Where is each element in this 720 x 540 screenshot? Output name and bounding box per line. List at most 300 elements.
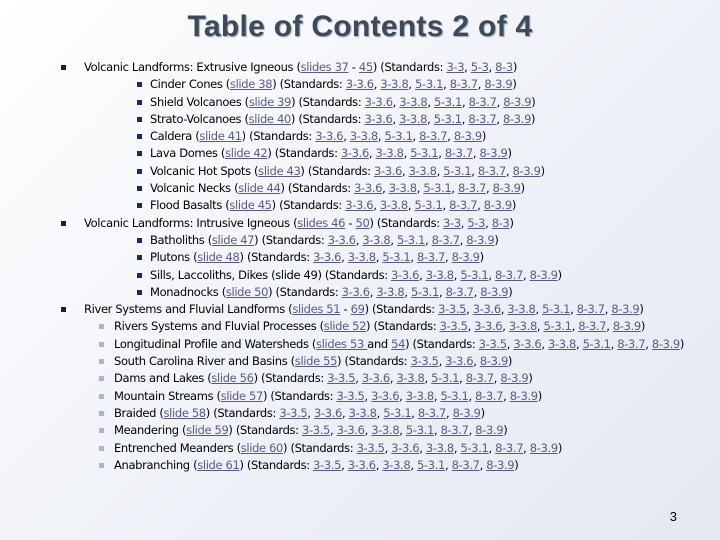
toc-link[interactable]: slide 47 <box>211 232 255 247</box>
toc-link[interactable]: 3-3.8 <box>425 267 454 282</box>
toc-text: ) <box>540 163 545 178</box>
toc-entry-text <box>84 215 514 232</box>
toc-entry-text <box>150 145 512 162</box>
toc-text: ) (Standards: <box>372 60 447 74</box>
toc-entry-text <box>150 76 516 93</box>
toc-text: ) <box>639 302 644 317</box>
toc-link[interactable]: 8-3.7 <box>576 302 605 317</box>
toc-text: Strato-Volcanoes ( <box>150 111 249 126</box>
toc-link[interactable]: 8-3.9 <box>484 77 513 92</box>
toc-link[interactable]: 3-3.6 <box>364 94 393 109</box>
toc-text: Flood Basalts ( <box>150 198 230 213</box>
toc-link[interactable]: 5-3.1 <box>460 440 489 455</box>
toc-link[interactable]: 3-3.6 <box>374 163 403 178</box>
toc-link[interactable]: 5-3.1 <box>384 129 413 144</box>
toc-text: Longitudinal Profile and Watersheds ( <box>114 336 317 351</box>
toc-entry-text <box>114 422 507 439</box>
toc-item <box>0 76 720 93</box>
toc-link[interactable]: 3-3.8 <box>508 319 537 334</box>
toc-link[interactable]: 8-3.9 <box>479 146 508 161</box>
toc-text: , <box>375 250 383 265</box>
toc-link[interactable]: 3-3.6 <box>354 181 383 196</box>
toc-link[interactable]: 8-3.9 <box>529 440 558 455</box>
toc-link[interactable]: 69 <box>350 302 365 317</box>
toc-text: , <box>505 163 513 178</box>
toc-text: , <box>464 60 471 74</box>
toc-link[interactable]: 3-3.8 <box>399 94 428 109</box>
toc-link[interactable]: 5-3.1 <box>433 94 462 109</box>
toc-link[interactable]: 5-3.1 <box>382 250 411 265</box>
toc-link[interactable]: 8-3.7 <box>477 163 506 178</box>
toc-link[interactable]: 5-3.1 <box>410 146 439 161</box>
toc-link[interactable]: 8-3.7 <box>419 129 448 144</box>
toc-entry-text <box>150 180 525 197</box>
toc-text: ) (Standards: <box>291 94 365 109</box>
toc-link[interactable]: 8-3.9 <box>486 457 515 472</box>
toc-item <box>0 128 720 145</box>
toc-entry-text <box>114 353 512 370</box>
toc-text: , <box>610 336 618 351</box>
toc-link[interactable]: 3-3.8 <box>405 388 434 403</box>
toc-link[interactable]: 5-3.1 <box>542 302 571 317</box>
toc-link[interactable]: 3-3.8 <box>362 232 391 247</box>
toc-text: , <box>425 232 432 247</box>
toc-text: , <box>343 129 350 144</box>
bullet-icon <box>137 117 142 122</box>
toc-text: River Systems and Fluvial Landforms ( <box>84 302 293 317</box>
toc-link[interactable]: 3-3.8 <box>408 163 437 178</box>
toc-link[interactable]: 8-3.7 <box>445 284 474 299</box>
toc-text: , <box>369 284 377 299</box>
toc-link[interactable]: 5-3 <box>470 60 489 74</box>
toc-link[interactable]: 3-3.8 <box>388 181 417 196</box>
toc-text: ) (Standards: <box>290 111 365 126</box>
toc-text: , <box>485 215 492 230</box>
toc-item <box>0 353 720 370</box>
toc-text: Volcanic Landforms: Intrusive Igneous ( <box>84 215 298 230</box>
toc-link[interactable]: 8-3.7 <box>451 457 480 472</box>
toc-item <box>0 370 720 387</box>
toc-text: , <box>496 94 504 109</box>
toc-text: , <box>453 267 461 282</box>
toc-item <box>0 405 720 422</box>
toc-link[interactable]: 3-3.8 <box>348 405 377 420</box>
toc-link[interactable]: 54 <box>391 336 406 351</box>
toc-text: , <box>479 457 487 472</box>
toc-text: ) (Standards: <box>280 181 355 196</box>
toc-text: , <box>500 302 508 317</box>
toc-link[interactable]: slide 41 <box>199 129 242 144</box>
toc-text: Cinder Cones ( <box>150 77 230 92</box>
bullet-icon <box>99 411 104 416</box>
toc-text: , <box>403 146 411 161</box>
toc-link[interactable]: slide 44 <box>238 181 281 196</box>
toc-text: ) <box>508 284 513 299</box>
toc-link[interactable]: 3-3.6 <box>371 388 400 403</box>
toc-link[interactable]: 8-3.9 <box>529 267 558 282</box>
toc-link[interactable]: 8-3.9 <box>503 111 532 126</box>
toc-text: ) <box>640 319 645 334</box>
toc-link[interactable]: 8-3.9 <box>453 129 482 144</box>
toc-link[interactable]: 3-3.6 <box>364 111 393 126</box>
toc-link[interactable]: 8-3.9 <box>479 354 508 369</box>
toc-text: , <box>575 336 583 351</box>
toc-link[interactable]: 3-3.5 <box>313 457 342 472</box>
toc-link[interactable]: 8-3.7 <box>494 267 523 282</box>
toc-item <box>0 163 720 180</box>
toc-link[interactable]: 8-3.9 <box>452 405 481 420</box>
toc-link[interactable]: 3-3.6 <box>513 336 542 351</box>
toc-link[interactable]: 8-3.9 <box>512 163 541 178</box>
toc-link[interactable]: 3-3.5 <box>356 440 385 455</box>
toc-link[interactable]: 3-3.8 <box>349 129 378 144</box>
toc-link[interactable]: slide 52 <box>323 319 367 334</box>
toc-link[interactable]: 8-3.7 <box>449 198 478 213</box>
toc-text: , <box>468 423 476 438</box>
toc-text: - <box>340 302 351 317</box>
toc-item <box>0 336 720 353</box>
bullet-icon <box>137 82 142 87</box>
toc-text: , <box>382 181 389 196</box>
toc-link[interactable]: slide 56 <box>211 371 254 386</box>
toc-text: , <box>506 336 514 351</box>
toc-link[interactable]: 8-3.7 <box>578 319 607 334</box>
toc-item <box>0 249 720 266</box>
toc-link[interactable]: 3-3.8 <box>379 198 408 213</box>
toc-text: Entrenched Meanders ( <box>114 440 241 455</box>
toc-link[interactable]: 8-3.7 <box>495 440 524 455</box>
toc-entry-text <box>150 163 545 180</box>
toc-link[interactable]: 8-3.7 <box>449 77 478 92</box>
toc-item <box>0 422 720 439</box>
toc-entry-text <box>150 197 516 214</box>
toc-link[interactable]: 8-3.7 <box>417 405 446 420</box>
toc-link[interactable]: slide 42 <box>225 146 268 161</box>
bullet-icon <box>61 65 66 70</box>
toc-text: ) (Standards: <box>267 146 341 161</box>
toc-link[interactable]: slide 55 <box>294 354 338 369</box>
toc-text: , <box>433 423 441 438</box>
toc-link[interactable]: 3-3.6 <box>445 354 474 369</box>
toc-link[interactable]: slides 46 <box>297 215 346 230</box>
toc-text: , <box>341 457 348 472</box>
toc-link[interactable]: 8-3.7 <box>457 181 486 196</box>
toc-text: Caldera ( <box>150 129 200 144</box>
toc-link[interactable]: 8-3.9 <box>492 181 521 196</box>
toc-link[interactable]: 3-3.8 <box>547 336 576 351</box>
toc-text: ) <box>557 267 562 282</box>
toc-text: , <box>571 319 579 334</box>
toc-link[interactable]: 3-3.8 <box>375 146 404 161</box>
toc-link[interactable]: 8-3.7 <box>444 146 473 161</box>
toc-link[interactable]: 5-3.1 <box>443 163 472 178</box>
bullet-icon <box>137 100 142 105</box>
toc-item <box>0 318 720 335</box>
toc-text: , <box>410 250 417 265</box>
toc-link[interactable]: 3-3.8 <box>396 371 425 386</box>
toc-link[interactable]: 8-3.9 <box>483 198 512 213</box>
toc-link[interactable]: 5-3.1 <box>414 198 443 213</box>
bullet-icon <box>99 324 104 329</box>
toc-link[interactable]: 8-3 <box>491 215 510 230</box>
toc-link[interactable]: 5-3.1 <box>410 284 439 299</box>
toc-text: , <box>447 129 454 144</box>
toc-text: ) <box>514 457 519 472</box>
toc-link[interactable]: 8-3.9 <box>466 232 495 247</box>
toc-link[interactable]: slide 59 <box>186 423 229 438</box>
bullet-icon <box>99 428 104 433</box>
toc-section <box>0 301 720 318</box>
toc-link[interactable]: slide 58 <box>163 405 206 420</box>
toc-link[interactable]: 3-3.6 <box>391 267 420 282</box>
toc-text: , <box>453 440 461 455</box>
toc-text: , <box>488 60 496 74</box>
toc-entry-text <box>114 405 485 422</box>
toc-link[interactable]: slide 45 <box>229 198 272 213</box>
toc-text: , <box>399 388 406 403</box>
toc-link[interactable]: 5-3.1 <box>405 423 434 438</box>
toc-text: ) <box>512 60 518 74</box>
toc-link[interactable]: 3-3.8 <box>425 440 454 455</box>
toc-text: , <box>444 457 452 472</box>
toc-text: ) <box>503 423 508 438</box>
toc-entry-text <box>84 301 644 318</box>
toc-link[interactable]: 8-3.9 <box>480 284 509 299</box>
toc-text: , <box>472 146 480 161</box>
toc-text: ) (Standards: <box>283 440 357 455</box>
toc-entry-text <box>114 370 533 387</box>
toc-text: ) (Standards: <box>239 457 314 472</box>
toc-link[interactable]: 3-3.5 <box>439 319 468 334</box>
toc-entry-text <box>84 59 517 76</box>
toc-text: , <box>419 267 426 282</box>
bullet-icon <box>137 169 142 174</box>
toc-link[interactable]: 8-3.7 <box>475 388 504 403</box>
toc-text: , <box>443 77 450 92</box>
toc-text: ) (Standards: <box>369 215 444 230</box>
toc-link[interactable]: 3-3.8 <box>380 77 409 92</box>
toc-link[interactable]: 5-3.1 <box>543 319 572 334</box>
bullet-icon <box>99 342 104 347</box>
toc-link[interactable]: 3-3.8 <box>382 457 411 472</box>
toc-link[interactable]: 5-3.1 <box>582 336 611 351</box>
toc-link[interactable]: 5-3.1 <box>431 371 460 386</box>
toc-text: ) (Standards: <box>254 232 328 247</box>
toc-text: , <box>438 354 446 369</box>
toc-link[interactable]: 5-3.1 <box>433 111 462 126</box>
toc-link[interactable]: 8-3.9 <box>451 250 480 265</box>
toc-link[interactable]: 3-3.6 <box>336 423 365 438</box>
toc-text: , <box>364 388 372 403</box>
toc-link[interactable]: slides 51 <box>292 302 341 317</box>
toc-entry-text <box>150 94 535 111</box>
toc-link[interactable]: 8-3.9 <box>475 423 504 438</box>
toc-text: ) <box>679 336 685 351</box>
toc-link[interactable]: 5-3.1 <box>416 457 445 472</box>
toc-link[interactable]: 5-3.1 <box>460 267 489 282</box>
toc-link[interactable]: 8-3.7 <box>465 371 494 386</box>
toc-link[interactable]: 5-3 <box>467 215 486 230</box>
toc-text: , <box>392 111 400 126</box>
toc-link[interactable]: 3-3.6 <box>474 319 503 334</box>
toc-link[interactable]: 3-3.6 <box>341 284 370 299</box>
toc-link[interactable]: 3-3.5 <box>478 336 507 351</box>
toc-text: , <box>392 94 400 109</box>
toc-link[interactable]: 3-3.5 <box>438 302 467 317</box>
toc-text: , <box>488 440 496 455</box>
toc-text: , <box>408 77 416 92</box>
bullet-icon <box>61 221 66 226</box>
toc-link[interactable]: 8-3.9 <box>500 371 529 386</box>
toc-link[interactable]: slide 38 <box>229 77 273 92</box>
toc-text: Rivers Systems and Fluvial Processes ( <box>114 319 324 334</box>
toc-link[interactable]: 5-3.1 <box>383 405 412 420</box>
toc-link[interactable]: 3-3.5 <box>336 388 365 403</box>
toc-text: Batholiths ( <box>150 232 212 247</box>
toc-text: , <box>368 146 376 161</box>
toc-text: , <box>390 232 398 247</box>
toc-link[interactable]: 8-3.7 <box>417 250 446 265</box>
toc-text: , <box>377 129 385 144</box>
toc-link[interactable]: 50 <box>355 215 370 230</box>
toc-link[interactable]: 3-3.6 <box>313 250 342 265</box>
toc-text: - <box>348 60 359 74</box>
toc-section <box>0 59 720 76</box>
toc-item <box>0 94 720 111</box>
toc-link[interactable]: 3-3.6 <box>345 198 374 213</box>
toc-link[interactable]: 3-3 <box>443 215 461 230</box>
toc-text: , <box>536 319 544 334</box>
toc-text: , <box>604 302 612 317</box>
toc-text: , <box>461 94 469 109</box>
toc-text: , <box>373 77 381 92</box>
toc-text: , <box>486 181 493 196</box>
toc-link[interactable]: 3-3.5 <box>410 354 439 369</box>
toc-text: , <box>411 405 418 420</box>
toc-text: , <box>410 457 417 472</box>
toc-entry-text <box>114 457 518 474</box>
toc-item <box>0 284 720 301</box>
toc-text: ) (Standards: <box>364 302 439 317</box>
toc-link[interactable]: 8-3.7 <box>468 94 497 109</box>
toc-link[interactable]: 3-3.8 <box>399 111 428 126</box>
toc-text: ) (Standards: <box>205 405 280 420</box>
toc-link[interactable]: 3-3.6 <box>340 146 369 161</box>
toc-link[interactable]: 8-3.7 <box>440 423 469 438</box>
toc-link[interactable]: slide 40 <box>248 111 291 126</box>
toc-link[interactable]: 8-3.9 <box>612 319 641 334</box>
toc-text: Volcanic Landforms: Extrusive Igneous ( <box>84 60 301 74</box>
toc-link[interactable]: slide 50 <box>225 284 269 299</box>
toc-link[interactable]: slides 53 <box>316 336 368 351</box>
toc-link[interactable]: 3-3.8 <box>347 250 376 265</box>
toc-item <box>0 180 720 197</box>
toc-link[interactable]: 3-3.8 <box>507 302 536 317</box>
toc-text: Meandering ( <box>114 423 187 438</box>
toc-text: , <box>389 371 397 386</box>
toc-text: ) (Standards: <box>241 129 316 144</box>
toc-link[interactable]: 8-3.9 <box>651 336 680 351</box>
toc-link[interactable]: 8-3.9 <box>509 388 538 403</box>
toc-text: ) <box>507 354 513 369</box>
toc-link[interactable]: 3-3.6 <box>361 371 390 386</box>
toc-text: , <box>355 232 363 247</box>
toc-text: ) (Standards: <box>262 388 337 403</box>
toc-text: , <box>459 232 467 247</box>
toc-link[interactable]: 3-3.5 <box>279 405 308 420</box>
toc-link[interactable]: 8-3.9 <box>611 302 640 317</box>
toc-text: , <box>419 440 426 455</box>
toc-link[interactable]: slide 43 <box>258 163 301 178</box>
toc-text: , <box>438 284 446 299</box>
toc-link[interactable]: 3-3.6 <box>314 405 343 420</box>
toc-text: , <box>473 354 480 369</box>
toc-link[interactable]: 3-3 <box>446 60 465 74</box>
toc-link[interactable]: 5-3.1 <box>440 388 469 403</box>
toc-link[interactable]: slides 37 <box>300 60 349 74</box>
toc-link[interactable]: 3-3.6 <box>347 457 376 472</box>
toc-link[interactable]: 5-3.1 <box>415 77 444 92</box>
toc-text: , <box>402 163 409 178</box>
toc-text: Braided ( <box>114 405 164 420</box>
toc-text: Monadnocks ( <box>150 284 226 299</box>
bullet-icon <box>137 186 142 191</box>
toc-entry-text <box>150 232 498 249</box>
toc-link[interactable]: slide 39 <box>248 94 292 109</box>
toc-link[interactable]: 45 <box>358 60 373 74</box>
toc-text: , <box>407 198 415 213</box>
toc-text: , <box>468 388 476 403</box>
toc-link[interactable]: 3-3.6 <box>391 440 420 455</box>
bullet-icon <box>137 273 142 278</box>
toc-link[interactable]: 8-3.7 <box>431 232 460 247</box>
toc-link[interactable]: 3-3.8 <box>371 423 400 438</box>
toc-link[interactable]: slide 60 <box>240 440 284 455</box>
toc-text: , <box>330 423 337 438</box>
toc-text: ) <box>557 440 562 455</box>
toc-text: Lava Domes ( <box>150 146 226 161</box>
toc-link[interactable]: 3-3.8 <box>376 284 405 299</box>
toc-text: Anabranching ( <box>114 457 198 472</box>
toc-text: , <box>416 181 424 196</box>
toc-link[interactable]: 3-3.6 <box>345 77 374 92</box>
toc-item <box>0 440 720 457</box>
toc-text: , <box>442 198 450 213</box>
toc-entry-text <box>150 249 484 266</box>
toc-link[interactable]: slide 61 <box>197 457 240 472</box>
toc-text: ) (Standards: <box>366 319 440 334</box>
toc-link[interactable]: slide 57 <box>220 388 263 403</box>
toc-link[interactable]: 3-3.6 <box>315 129 344 144</box>
toc-text: , <box>427 111 434 126</box>
toc-link[interactable]: 8-3 <box>495 60 513 74</box>
toc-link[interactable]: 3-3.5 <box>302 423 331 438</box>
toc-link[interactable]: 8-3.9 <box>503 94 532 109</box>
toc-link[interactable]: 8-3.7 <box>617 336 646 351</box>
toc-entry-text <box>114 336 684 353</box>
toc-text: , <box>488 267 495 282</box>
toc-link[interactable]: 5-3.1 <box>397 232 426 247</box>
toc-text: , <box>541 336 548 351</box>
toc-item <box>0 232 720 249</box>
toc-link[interactable]: slide 48 <box>197 250 240 265</box>
toc-link[interactable]: 3-3.5 <box>327 371 356 386</box>
toc-link[interactable]: 5-3.1 <box>423 181 452 196</box>
toc-link[interactable]: 3-3.6 <box>327 232 356 247</box>
toc-entry-text <box>150 128 486 145</box>
toc-link[interactable]: 8-3.7 <box>468 111 497 126</box>
toc-link[interactable]: 3-3.6 <box>472 302 501 317</box>
